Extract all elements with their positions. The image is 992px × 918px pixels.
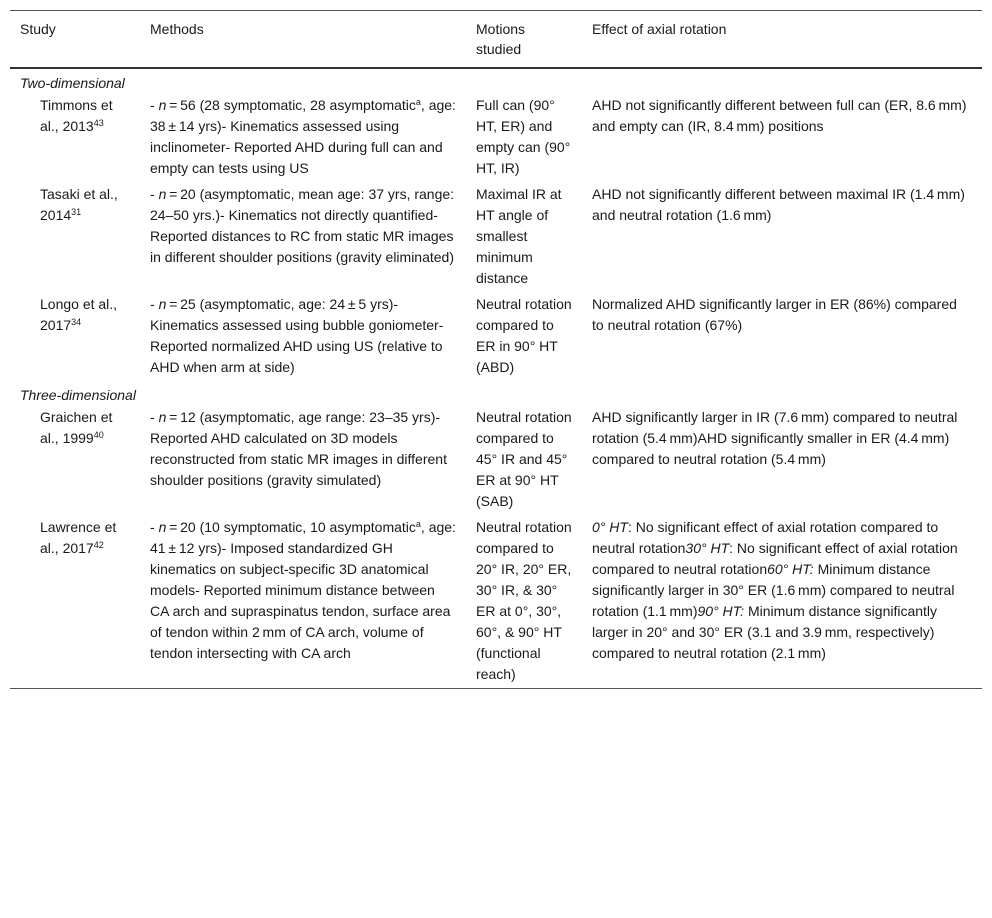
header-motions-line1: Motions xyxy=(476,21,526,37)
effect-cell: Normalized AHD significantly larger in ER (86%) compared to neutral rotation (67%) xyxy=(592,296,957,333)
study-cell xyxy=(10,405,140,515)
study-cell xyxy=(10,93,140,182)
section-label: Two-dimensional xyxy=(20,75,125,91)
methods-cell xyxy=(140,182,466,292)
motions-cell: Neutral rotation compared to ER in 90° HT (ABD) xyxy=(476,296,572,375)
header-motions-line2: studied xyxy=(476,41,522,57)
table-header xyxy=(10,11,982,69)
methods-cell xyxy=(140,515,466,689)
methods-cell xyxy=(140,292,466,381)
table-row xyxy=(10,93,982,182)
methods-cell xyxy=(140,405,466,515)
header-effect: Effect of axial rotation xyxy=(592,21,727,37)
footnote-marker: a xyxy=(415,519,421,529)
axial-rotation-table xyxy=(10,10,982,689)
section-row-two-dimensional xyxy=(10,68,982,93)
table-row xyxy=(10,515,982,689)
study-name: Tasaki et al., 2014 xyxy=(40,186,118,223)
study-cell xyxy=(10,515,140,689)
table-container xyxy=(10,10,982,689)
section-label: Three-dimensional xyxy=(20,387,136,403)
effect-angle-label: 60° HT: xyxy=(767,561,814,577)
motions-cell: Neutral rotation compared to 45° IR and 45° ER at 90° HT (SAB) xyxy=(476,409,572,509)
effect-text: : No significant effect of axial rotation compared to neutral rotation xyxy=(592,519,939,556)
effect-angle-label: 30° HT xyxy=(685,540,730,556)
study-name: Longo et al., 2017 xyxy=(40,296,118,333)
methods-n: n xyxy=(158,409,167,425)
effect-text: Minimum distance significantly larger in 20° and 30° ER (3.1 and 3.9 mm, respectively) compared to neutral rotation (2.1 mm) xyxy=(592,603,938,661)
table-row xyxy=(10,405,982,515)
study-name: Graichen et al., 1999 xyxy=(40,409,113,446)
methods-n: n xyxy=(158,519,167,535)
table-body xyxy=(10,68,982,689)
methods-text: = 12 (asymptomatic, age range: 23–35 yrs)- Reported AHD calculated on 3D models reconstructed from static MR images in different shoulder positions (gravity simulated) xyxy=(150,409,447,488)
methods-text-cont: , age: 38 ± 14 yrs)- Kinematics assessed using inclinometer- Reported AHD during full can and empty can tests using US xyxy=(150,97,456,176)
methods-text: = 25 (asymptomatic, age: 24 ± 5 yrs)- Kinematics assessed using bubble goniometer- Reported normalized AHD using US (relative to AHD when arm at side) xyxy=(150,296,444,375)
header-row xyxy=(10,11,982,69)
effect-cell: AHD significantly larger in IR (7.6 mm) compared to neutral rotation (5.4 mm)AHD significantly smaller in ER (4.4 mm) compared to neutral rotation (5.4 mm) xyxy=(592,409,958,467)
study-cell xyxy=(10,292,140,381)
motions-cell: Maximal IR at HT angle of smallest minimum distance xyxy=(476,186,562,286)
effect-cell xyxy=(582,515,982,689)
effect-cell: AHD not significantly different between maximal IR (1.4 mm) and neutral rotation (1.6 mm) xyxy=(592,186,965,223)
methods-prefix: - xyxy=(150,519,159,535)
effect-text: : No significant effect of axial rotation compared to neutral rotation xyxy=(592,540,958,577)
methods-prefix: - xyxy=(150,409,159,425)
reference-number: 31 xyxy=(71,207,82,217)
methods-text: = 20 (asymptomatic, mean age: 37 yrs, range: 24–50 yrs.)- Kinematics not directly quantified- Reported distances to RC from static MR images in different shoulder positions (gravity eliminated) xyxy=(150,186,455,265)
study-cell xyxy=(10,182,140,292)
effect-text: Minimum distance significantly larger in 30° ER (1.6 mm) compared to neutral rotation (1.1 mm) xyxy=(592,561,955,619)
methods-prefix: - xyxy=(150,97,159,113)
table-row xyxy=(10,182,982,292)
reference-number: 40 xyxy=(93,430,104,440)
header-motions xyxy=(466,11,582,69)
reference-number: 42 xyxy=(93,540,104,550)
methods-n: n xyxy=(158,97,167,113)
methods-cell xyxy=(140,93,466,182)
reference-number: 34 xyxy=(71,317,82,327)
effect-cell: AHD not significantly different between full can (ER, 8.6 mm) and empty can (IR, 8.4 mm) positions xyxy=(592,97,967,134)
reference-number: 43 xyxy=(93,118,104,128)
header-methods: Methods xyxy=(150,21,204,37)
methods-text-cont: , age: 41 ± 12 yrs)- Imposed standardized GH kinematics on subject-specific 3D anatomical models- Reported minimum distance between CA arch and supraspinatus tendon, surface area of tendon within 2 mm of CA arch, volume of tendon intersecting with CA arch xyxy=(150,519,456,661)
table-row xyxy=(10,292,982,381)
methods-n: n xyxy=(158,186,167,202)
motions-cell: Full can (90° HT, ER) and empty can (90° HT, IR) xyxy=(476,97,571,176)
header-study: Study xyxy=(20,21,56,37)
methods-prefix: - xyxy=(150,186,159,202)
study-name: Lawrence et al., 2017 xyxy=(40,519,117,556)
methods-prefix: - xyxy=(150,296,159,312)
footnote-marker: a xyxy=(415,97,421,107)
section-row-three-dimensional xyxy=(10,381,982,405)
methods-n: n xyxy=(158,296,167,312)
methods-text: = 20 (10 symptomatic, 10 asymptomatic xyxy=(166,519,416,535)
methods-text: = 56 (28 symptomatic, 28 asymptomatic xyxy=(166,97,416,113)
motions-cell: Neutral rotation compared to 20° IR, 20° ER, 30° IR, & 30° ER at 0°, 30°, 60°, & 90° HT (functional reach) xyxy=(476,519,572,682)
effect-angle-label: 90° HT: xyxy=(697,603,745,619)
effect-angle-label: 0° HT xyxy=(592,519,628,535)
study-name: Timmons et al., 2013 xyxy=(40,97,113,134)
